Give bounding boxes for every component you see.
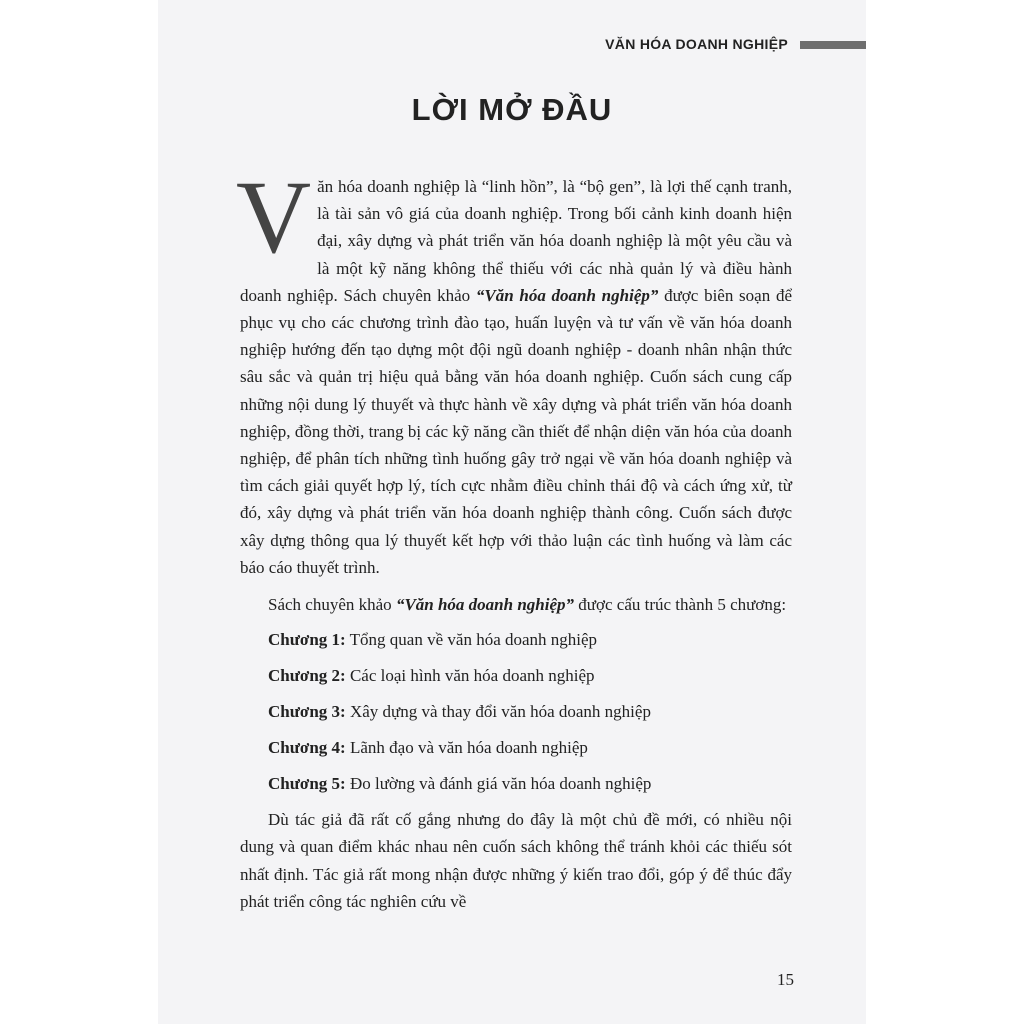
intro-text-1: ăn hóa doanh nghiệp là “linh hồn”, là “bộ gen”, là lợi thế cạnh tranh, là tài sản vô giá của doanh nghiệp. Trong bối cảnh kinh doanh hiện đại, xây dựng và phát triển văn hóa doanh nghiệp là một yêu cầu và là một kỹ năng không thể thiếu với các nhà quản lý và điều hành doanh nghiệp. Sách chuyên khảo [240, 177, 792, 305]
chapter-list [240, 626, 792, 797]
running-title: VĂN HÓA DOANH NGHIỆP [605, 36, 788, 52]
drop-cap: V [236, 160, 312, 275]
structure-paragraph [240, 591, 792, 618]
page-title: LỜI MỞ ĐẦU [411, 92, 613, 127]
closing-paragraph: Dù tác giả đã rất cố gắng nhưng do đây là một chủ đề mới, có nhiều nội dung và quan điểm khác nhau nên cuốn sách không thể tránh khỏi các thiếu sót nhất định. Tác giả rất mong nhận được những ý kiến trao đổi, góp ý để thúc đẩy phát triển công tác nghiên cứu về [240, 810, 792, 911]
chapter-item [240, 626, 792, 653]
chapter-label: Chương 3: [268, 702, 346, 722]
structure-text-1: Sách chuyên khảo [268, 595, 396, 615]
structure-book-title: “Văn hóa doanh nghiệp” [395, 595, 575, 615]
chapter-label: Chương 4: [268, 738, 346, 758]
intro-paragraph [236, 160, 792, 581]
chapter-title: Tổng quan về văn hóa doanh nghiệp [349, 630, 598, 650]
page-number: 15 [777, 970, 794, 989]
running-header [158, 36, 866, 56]
chapter-title: Lãnh đạo và văn hóa doanh nghiệp [349, 738, 588, 758]
chapter-item [240, 698, 792, 725]
chapter-label: Chương 1: [268, 630, 346, 650]
book-page [158, 0, 866, 1024]
chapter-label: Chương 5: [268, 774, 346, 794]
intro-book-title: “Văn hóa doanh nghiệp” [475, 285, 659, 305]
chapter-title: Các loại hình văn hóa doanh nghiệp [349, 666, 595, 686]
chapter-title: Xây dựng và thay đổi văn hóa doanh nghiệp [349, 702, 651, 722]
structure-text-2: được cấu trúc thành 5 chương: [574, 595, 787, 615]
chapter-title: Đo lường và đánh giá văn hóa doanh nghiệp [349, 774, 652, 794]
chapter-item [240, 770, 792, 797]
chapter-item [240, 734, 792, 761]
chapter-item [240, 662, 792, 689]
intro-text-2: được biên soạn để phục vụ cho các chương trình đào tạo, huấn luyện và tư vấn về văn hóa doanh nghiệp hướng đến tạo dựng một đội ngũ doanh nghiệp - doanh nhân nhận thức sâu sắc và quản trị hiệu quả bằng văn hóa doanh nghiệp. Cuốn sách cung cấp những nội dung lý thuyết và thực hành về xây dựng và phát triển văn hóa doanh nghiệp, đồng thời, trang bị các kỹ năng cần thiết để nhận diện văn hóa của doanh nghiệp, để phân tích những tình huống gây trở ngại về văn hóa doanh nghiệp và tìm cách giải quyết hợp lý, tích cực nhằm điều chỉnh thái độ và cách ứng xử, từ đó, xây dựng và phát triển văn hóa doanh nghiệp thành công. Cuốn sách được xây dựng thông qua lý thuyết kết hợp với thảo luận các tình huống và làm các báo cáo thuyết trình. [240, 285, 792, 577]
chapter-label: Chương 2: [268, 666, 346, 686]
page-body [236, 160, 792, 915]
header-bar [800, 41, 866, 49]
